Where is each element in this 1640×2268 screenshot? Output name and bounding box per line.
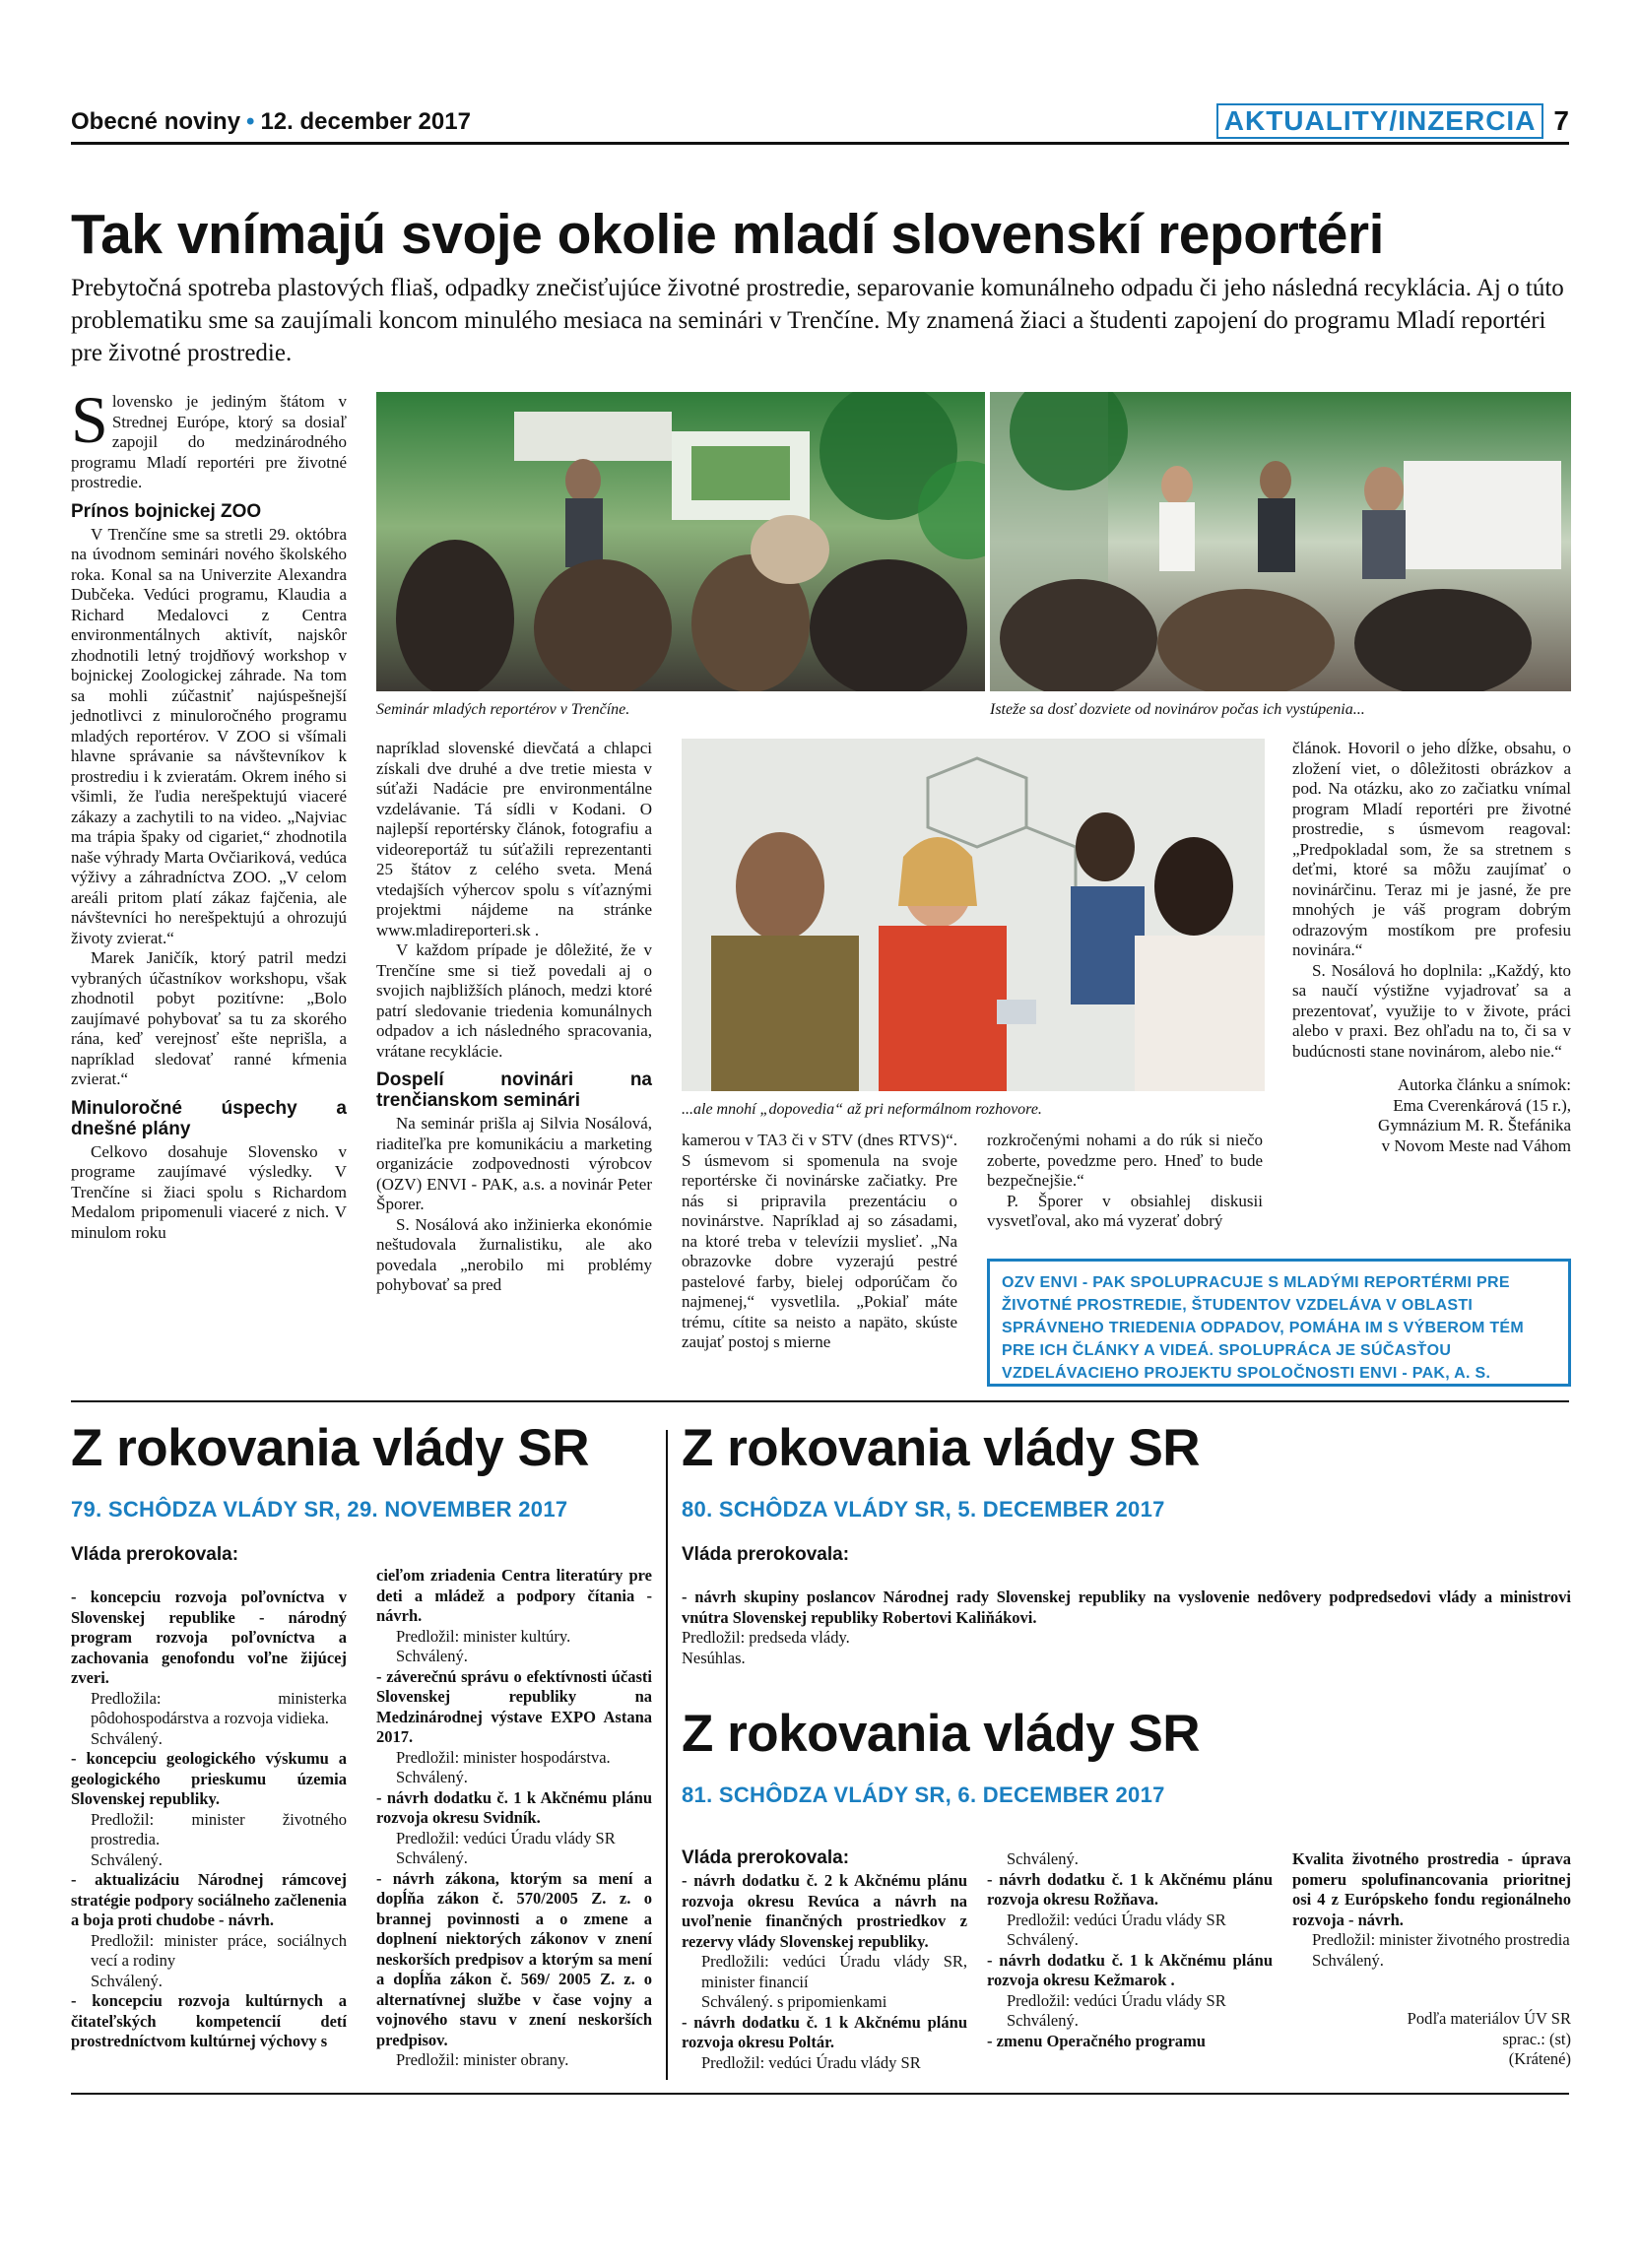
article-lead: Prebytočná spotreba plastových fliaš, odpadky znečisťujúce životné prostredie, separovanie komunálneho odpadu či jeho následná recyklácia. Aj o túto problematiku sme sa zaujímali koncom minulého mesiaca na seminári v Trenčíne. My znamená žiaci a študenti zapojení do programu Mladí reportéri pre životné prostredie.	[71, 275, 1564, 366]
agenda-note: Schválený.	[396, 1848, 468, 1867]
subheading-plans: Minuloročné úspechy a dnešné plány	[71, 1097, 347, 1139]
gov-source	[1292, 2009, 1571, 2070]
article-column-5	[1292, 739, 1571, 1156]
col2-p1: napríklad slovenské dievčatá a chlapci získali dve druhé a dve tretie miesta v súťaži Nadácie pre environmentálne vzdelávanie. Tá sídli v Kodani. O najlepší reportérsky článok, fotografiu a videoreportáž tu súťažili reprezentanti 25 štátov z celého sveta. Mená vtedajších výhercov spolu s víťaznými projektmi nájdeme na stránke www.mladireporteri.sk .	[376, 739, 652, 940]
gov-79-column-1	[71, 1588, 347, 2052]
col5-p2: S. Nosálová ho doplnila: „Každý, kto sa naučí výstižne vyjadrovať sa a prezentovať, využije to v živote, práci alebo v praxi. Bez ohľadu na to, či sa v budúcnosti stane novinárom, alebo nie.“	[1292, 960, 1571, 1061]
gov-title-79: Z rokovania vlády SR	[71, 1419, 590, 1477]
agenda-item: - návrh zákona, ktorým sa mení a dopĺňa zákon č. 570/2005 Z. z. o brannej povinnosti a o zmene a doplnení niektorých zákonov v znení neskorších predpisov a ktorým sa mení a dopĺňa zákon č. 569/ 2005 Z. z. o alternatívnej službe v čase vojny a vojnového stavu v znení neskorších predpisov.	[376, 1868, 652, 2049]
photo-seminar	[376, 392, 985, 691]
author-signature	[1292, 1075, 1571, 1156]
header-rule	[71, 142, 1569, 145]
col1-p4: Celkovo dosahuje Slovensko v programe zaujímavé výsledky. V Trenčíne si žiaci spolu s Richardom Medalom pripomenuli viaceré z nich. V minulom roku	[71, 1141, 347, 1242]
source-line-1: Podľa materiálov ÚV SR	[1407, 2009, 1571, 2028]
gov-81-column-2	[987, 1849, 1273, 2051]
gov-80-result: Nesúhlas.	[682, 1648, 746, 1667]
agenda-note: Schválený.	[396, 1647, 468, 1665]
subheading-journalists: Dospelí novinári na trenčianskom seminári	[376, 1069, 652, 1111]
agenda-item: - záverečnú správu o efektívnosti účasti Slovenskej republiky na Medzinárodnej výstave EXPO Astana 2017.	[376, 1666, 652, 1746]
agenda-item: cieľom zriadenia Centra literatúry pre deti a mládež a podpory čítania - návrh.	[376, 1566, 652, 1625]
agenda-item: - návrh dodatku č. 1 k Akčnému plánu rozvoja okresu Rožňava.	[987, 1869, 1273, 1909]
agenda-note: Schválený.	[1007, 1849, 1079, 1868]
article-column-3	[682, 1131, 957, 1353]
agenda-item: - aktualizáciu Národnej rámcovej stratégie podpory sociálneho začlenenia a boja proti chudobe - návrh.	[71, 1870, 347, 1929]
agenda-item: Kvalita životného prostredia - úprava pomeru spolufinancovania prioritnej osi 4 z Európskeho fondu regionálneho rozvoja - návrh.	[1292, 1849, 1571, 1929]
agenda-note: Predložil: minister hospodárstva.	[396, 1747, 611, 1767]
section-header	[1216, 103, 1569, 139]
agenda-item: - koncepciu geologického výskumu a geologického prieskumu územia Slovenskej republiky.	[71, 1749, 347, 1808]
agenda-item: - návrh dodatku č. 1 k Akčnému plánu rozvoja okresu Kežmarok .	[987, 1950, 1273, 1989]
agenda-item: - koncepciu rozvoja poľovníctva v Slovenskej republike - národný program rozvoja poľovníctva a zachovania genofondu voľne žijúcej zveri.	[71, 1588, 347, 1687]
source-line-3: (Krátené)	[1508, 2049, 1571, 2068]
masthead	[71, 108, 471, 136]
gov-title-81: Z rokovania vlády SR	[682, 1705, 1201, 1763]
gov-session-79: 79. SCHÔDZA VLÁDY SR, 29. NOVEMBER 2017	[71, 1497, 568, 1522]
source-line-2: sprac.: (st)	[1502, 2029, 1571, 2048]
col2-p2: V každom prípade je dôležité, že v Trenčíne sme si tiež povedali aj o svojich najbližších plánoch, medzi ktoré patrí sledovanie triedenia komunálnych odpadov a ich následného spracovania, vrátane recyklácie.	[376, 940, 652, 1061]
agenda-note: Predložil: minister práce, sociálnych vecí a rodiny	[91, 1930, 347, 1970]
agenda-note: Schválený.	[396, 1768, 468, 1786]
agenda-item: - návrh dodatku č. 2 k Akčnému plánu rozvoja okresu Revúca a návrh na uvoľnenie finančných prostriedkov z rezervy vlády Slovenskej republiky.	[682, 1871, 967, 1951]
agenda-note: Predložila: ministerka pôdohospodárstva a rozvoja vidieka.	[91, 1688, 347, 1727]
gov-session-81: 81. SCHÔDZA VLÁDY SR, 6. DECEMBER 2017	[682, 1782, 1165, 1807]
agenda-note: Predložil: vedúci Úradu vlády SR	[1007, 1990, 1226, 2010]
gov-79-column-2	[376, 1566, 652, 2071]
gov-80-body	[682, 1588, 1571, 1668]
agenda-note: Predložil: minister životného prostredia	[1312, 1930, 1570, 1949]
agenda-note: Predložil: vedúci Úradu vlády SR	[701, 2052, 921, 2072]
signature-line-4: v Novom Meste nad Váhom	[1381, 1135, 1571, 1155]
agenda-item: - zmenu Operačného programu	[987, 2031, 1206, 2050]
agenda-note: Predložili: vedúci Úradu vlády SR, minister financií	[701, 1952, 967, 1991]
paper-name: Obecné noviny	[71, 108, 241, 135]
signature-line-1: Autorka článku a snímok:	[1397, 1075, 1571, 1094]
section-divider	[71, 1400, 1569, 1402]
agenda-note: Schválený.	[91, 1728, 163, 1748]
section-label: AKTUALITY/INZERCIA	[1216, 103, 1544, 139]
signature-line-2: Ema Cverenkárová (15 r.),	[1393, 1095, 1571, 1115]
caption-photo-2: Isteže sa dosť dozviete od novinárov počas ich vystúpenia...	[990, 701, 1365, 718]
bottom-rule	[71, 2093, 1569, 2095]
agenda-note: Schválený. s pripomienkami	[701, 1992, 887, 2011]
gov-label-79: Vláda prerokovala:	[71, 1544, 239, 1565]
article-column-1	[71, 382, 347, 1243]
col4-p1: rozkročenými nohami a do rúk si niečo zoberte, povedzme pero. Hneď to bude bezpečnejšie.“	[987, 1131, 1263, 1190]
sponsor-info-box: OZV ENVI - PAK SPOLUPRACUJE S MLADÝMI REPORTÉRMI PRE ŽIVOTNÉ PROSTREDIE, ŠTUDENTOV VZDELÁVA V OBLASTI SPRÁVNEHO TRIEDENIA ODPADOV, POMÁHA IM S VÝBEROM TÉM PRE ICH ČLÁNKY A VIDEÁ. SPOLUPRÁCA JE SÚČASŤOU VZDELÁVACIEHO PROJEKTU SPOLOČNOSTI ENVI - PAK, A. S.	[987, 1259, 1571, 1387]
col2-p3: Na seminár prišla aj Silvia Nosálová, riaditeľka pre komunikáciu a marketing organizácie zodpovednosti výrobcov (OZV) ENVI - PAK, a.s. a novinár Peter Šporer.	[376, 1114, 652, 1213]
gov-label-80: Vláda prerokovala:	[682, 1544, 850, 1565]
article-column-4	[987, 1131, 1263, 1232]
col2-p4: S. Nosálová ako inžinierka ekonómie neštudovala žurnalistiku, ale ako povedala „nerobilo mi problémy pohybovať sa pred	[376, 1214, 652, 1294]
signature-line-3: Gymnázium M. R. Štefánika	[1378, 1116, 1571, 1134]
agenda-note: Schválený.	[91, 1849, 163, 1869]
agenda-item: - koncepciu rozvoja kultúrnych a čitateľských kompetencií detí prostredníctvom kultúrnej výchovy s	[71, 1991, 347, 2050]
subheading-zoo: Prínos bojnickej ZOO	[71, 500, 262, 522]
gov-81-column-3	[1292, 1849, 1571, 1971]
agenda-note: Schválený.	[1007, 1930, 1079, 1949]
agenda-note: Schválený.	[91, 1971, 163, 1990]
gov-81-column-1	[682, 1871, 967, 2073]
separator-dot: •	[246, 108, 255, 135]
agenda-note: Predložil: minister kultúry.	[396, 1626, 571, 1646]
gov-title-80: Z rokovania vlády SR	[682, 1419, 1201, 1477]
agenda-note: Predložil: minister životného prostredia.	[91, 1809, 347, 1848]
photo-conversation	[682, 739, 1265, 1091]
agenda-note: Schválený.	[1007, 2011, 1079, 2030]
article-column-2	[376, 739, 652, 1296]
col1-p1: lovensko je jediným štátom v Strednej Európe, ktorý sa dosiaľ zapojil do medzinárodného programu Mladí reportéri pre životné prostredie.	[71, 392, 347, 491]
agenda-note: Predložil: minister obrany.	[396, 2050, 569, 2069]
caption-photo-3: ...ale mnohí „dopovedia“ až pri neformálnom rozhovore.	[682, 1101, 1042, 1118]
caption-photo-1: Seminár mladých reportérov v Trenčíne.	[376, 701, 630, 718]
photo-journalists	[990, 392, 1571, 691]
issue-date: 12. december 2017	[260, 108, 471, 135]
agenda-item: - návrh dodatku č. 1 k Akčnému plánu rozvoja okresu Svidník.	[376, 1787, 652, 1827]
page-number: 7	[1553, 105, 1569, 136]
col4-p2: P. Šporer v obsiahlej diskusii vysvetľoval, ako má vyzerať dobrý	[987, 1191, 1263, 1230]
col3-p1: kamerou v TA3 či v STV (dnes RTVS)“. S úsmevom si spomenula na svoje reportérske či novinárske začiatky. Pre nás si pripravila prezentáciu o novinárstve. Napríklad aj so zásadami, na ktoré treba v televízii myslieť. „Na obrazovke dobre vyzerajú pestré pastelové farby, bielej odporúčam čo najmenej,“ vysvetlila. „Pokiaľ máte trému, cítite sa neisto a napäto, skúste zaujať postoj s mierne	[682, 1131, 957, 1351]
gov-label-81: Vláda prerokovala:	[682, 1847, 850, 1868]
agenda-note: Predložil: vedúci Úradu vlády SR	[1007, 1910, 1226, 1929]
article-title: Tak vnímajú svoje okolie mladí slovenskí reportéri	[71, 203, 1384, 266]
col5-p1: článok. Hovoril o jeho dĺžke, obsahu, o zložení viet, o dôležitosti obrázkov a pod. Na otázku, ako zo začiatku vnímal program Mladí reportéri pre životné prostredie, s úsmevom reagoval: „Predpokladal som, že sa stretnem s deťmi, ktoré sa môžu zaujímať o novinárčinu. Teraz mi je jasné, že pre mnohých je váš program dobrým odrazovým mostíkom pre profesiu novinára.“	[1292, 739, 1571, 959]
gov-session-80: 80. SCHÔDZA VLÁDY SR, 5. DECEMBER 2017	[682, 1497, 1165, 1522]
dropcap: S	[71, 382, 108, 457]
agenda-note: Schválený.	[1312, 1950, 1384, 1970]
vertical-divider	[666, 1430, 668, 2080]
col1-p2: V Trenčíne sme sa stretli 29. októbra na úvodnom seminári nového školského roka. Konal sa na Univerzite Alexandra Dubčeka. Vedúci programu, Klaudia a Richard Medalovci z Centra environmentálnych aktivít, najskôr zhodnotili letný trojdňový workshop v bojnickej Zoologickej záhrade. Na tom sa mohli zúčastniť najúspešnejší jednotlivci z minuloročného programu mladých reportérov. V ZOO si všímali hlavne správanie sa návštevníkov k prostrediu i k zvieratám. Okrem iného si všimli, že ľudia nerešpektujú viaceré zákazy a zachytili to na video. „Najviac ma trápia špaky od cigariet,“ zhodnotila naše výhrady Marta Ovčiariková, vedúca výživy a záhradníctva ZOO. „V celom areáli pritom platí zákaz fajčenia, ale návštevníci ho nerešpektujú a ohrozujú životy zvierat.“	[71, 524, 347, 947]
agenda-note: Predložil: vedúci Úradu vlády SR	[396, 1828, 616, 1847]
gov-80-item: - návrh skupiny poslancov Národnej rady Slovenskej republiky na vyslovenie nedôvery podpredsedovi vlády a ministrovi vnútra Slovenskej republiky Robertovi Kaliňákovi.	[682, 1588, 1571, 1627]
col1-p3: Marek Janičík, ktorý patril medzi vybraných účastníkov workshopu, však zhodnotil pobyt pozitívne: „Bolo zaujímavé pohybovať sa tu za skorého rána, keď verejnosť ešte neprišla, a napríklad sledovať ranné kŕmenia zvierat.“	[71, 948, 347, 1088]
agenda-item: - návrh dodatku č. 1 k Akčnému plánu rozvoja okresu Poltár.	[682, 2012, 967, 2051]
gov-80-submitter: Predložil: predseda vlády.	[682, 1628, 850, 1647]
